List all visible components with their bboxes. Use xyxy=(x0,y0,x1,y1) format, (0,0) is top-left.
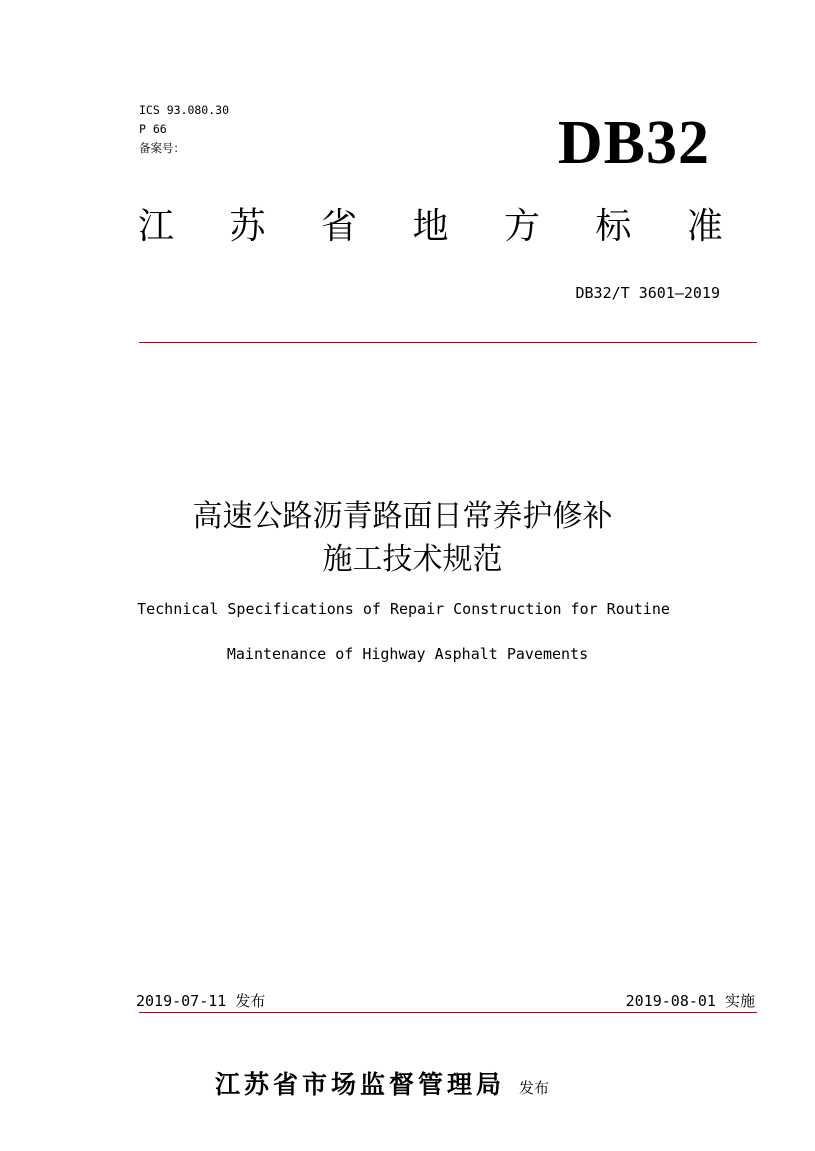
bottom-divider xyxy=(139,1012,757,1013)
standard-type-char: 准 xyxy=(686,206,723,247)
ics-code: ICS 93.080.30 xyxy=(139,103,230,117)
standard-type-char: 江 xyxy=(138,206,175,247)
standard-type-char: 地 xyxy=(412,206,449,247)
standard-number: DB32/T 3601—2019 xyxy=(575,284,720,302)
issue-date: 2019-07-11 发布 xyxy=(136,992,266,1010)
chinese-title-line-2: 施工技术规范 xyxy=(322,542,503,577)
top-divider xyxy=(139,342,757,343)
standard-type-title xyxy=(138,206,723,247)
db-code: DB32 xyxy=(557,109,710,177)
ccs-code: P 66 xyxy=(139,122,167,136)
standard-type-char: 省 xyxy=(320,206,357,247)
filing-number: 备案号： xyxy=(139,141,185,155)
publisher-action: 发布 xyxy=(519,1079,550,1097)
standard-type-char: 标 xyxy=(595,206,632,247)
standard-type-char: 方 xyxy=(503,206,540,247)
implementation-date: 2019-08-01 实施 xyxy=(625,992,755,1010)
standard-type-char: 苏 xyxy=(229,206,266,247)
english-title-line-1: Technical Specifications of Repair Construction for Routine xyxy=(137,600,670,618)
english-title-line-2: Maintenance of Highway Asphalt Pavements xyxy=(226,645,589,663)
classification-block xyxy=(139,101,229,158)
publisher-line xyxy=(215,1065,549,1101)
publisher-organization: 江苏省市场监督管理局 xyxy=(215,1070,506,1099)
chinese-title-line-1: 高速公路沥青路面日常养护修补 xyxy=(192,499,613,534)
